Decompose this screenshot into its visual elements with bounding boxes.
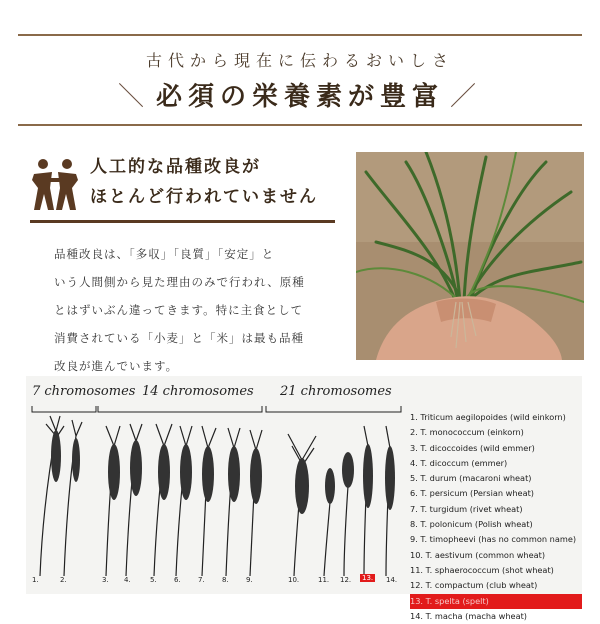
- header-title: 必須の栄養素が豊富: [155, 82, 444, 112]
- body-line: 消費されている「小麦」と「米」は最も品種: [54, 331, 304, 345]
- slash-right: ／: [450, 82, 483, 112]
- legend-item: 14. T. macha (macha wheat): [410, 610, 528, 621]
- group-label-21: 21 chromosomes: [280, 384, 392, 399]
- legend-item: 12. T. compactum (club wheat): [410, 580, 538, 591]
- legend-item: 11. T. sphaerococcum (shot wheat): [410, 564, 554, 575]
- group-label-14: 14 chromosomes: [142, 384, 254, 399]
- header-subtitle: 古代から現在に伝わるおいしさ: [145, 51, 454, 70]
- plant-in-hand-illustration: [356, 152, 584, 360]
- top-rule: [18, 34, 582, 36]
- group-label-7: 7 chromosomes: [32, 384, 136, 399]
- legend-item: 2. T. monococcum (einkorn): [410, 427, 524, 438]
- ear-number: 5.: [150, 576, 157, 584]
- ear-number: 14.: [386, 576, 398, 584]
- legend-item: 3. T. dicoccoides (wild emmer): [410, 442, 535, 453]
- legend-item: 7. T. turgidum (rivet wheat): [410, 503, 523, 514]
- body-line: 改良が進んでいます。: [54, 359, 179, 373]
- slash-left: ＼: [117, 82, 150, 112]
- species-legend: [410, 410, 582, 624]
- wheat-chromosome-figure: [26, 376, 582, 621]
- legend-item: 10. T. aestivum (common wheat): [410, 549, 546, 560]
- header-title-row: [0, 76, 600, 113]
- dancing-figures-icon: [30, 156, 80, 212]
- legend-item: 1. Triticum aegilopoides (wild einkorn): [410, 412, 566, 422]
- catch-line-2: ほとんど行われていません: [90, 187, 318, 207]
- body-line: 品種改良は、「多収」「良質」「安定」と: [54, 247, 275, 261]
- legend-item: 5. T. durum (macaroni wheat): [410, 473, 532, 484]
- legend-item-highlighted: 13. T. spelta (spelt): [410, 594, 582, 609]
- body-line: いう人間側から見た理由のみで行われ、原種: [54, 275, 305, 289]
- wheat-ears-illustration: [26, 376, 406, 586]
- ear-number: 11.: [318, 576, 330, 584]
- catch-copy: [90, 152, 318, 212]
- ear-number: 6.: [174, 576, 181, 584]
- catch-line-1: 人工的な品種改良が: [90, 157, 261, 177]
- ear-number: 9.: [246, 576, 253, 584]
- ear-number: 7.: [198, 576, 205, 584]
- catch-underline: [30, 220, 335, 223]
- spelt-plant-photo: [356, 152, 584, 360]
- ear-number: 12.: [340, 576, 352, 584]
- ear-number: 4.: [124, 576, 131, 584]
- body-paragraph: [54, 240, 344, 380]
- ear-number: 3.: [102, 576, 109, 584]
- ear-number: 10.: [288, 576, 300, 584]
- body-line: とはずいぶん違ってきます。特に主食として: [54, 303, 304, 317]
- legend-item: 4. T. dicoccum (emmer): [410, 457, 508, 468]
- ear-number: 2.: [60, 576, 67, 584]
- legend-item: 6. T. persicum (Persian wheat): [410, 488, 534, 499]
- legend-item: 8. T. polonicum (Polish wheat): [410, 519, 533, 530]
- legend-item: 9. T. timopheevi (has no common name): [410, 534, 577, 545]
- ear-number-highlighted: 13.: [362, 574, 374, 582]
- bottom-rule: [18, 124, 582, 126]
- ear-number: 8.: [222, 576, 229, 584]
- ear-number: 1.: [32, 576, 39, 584]
